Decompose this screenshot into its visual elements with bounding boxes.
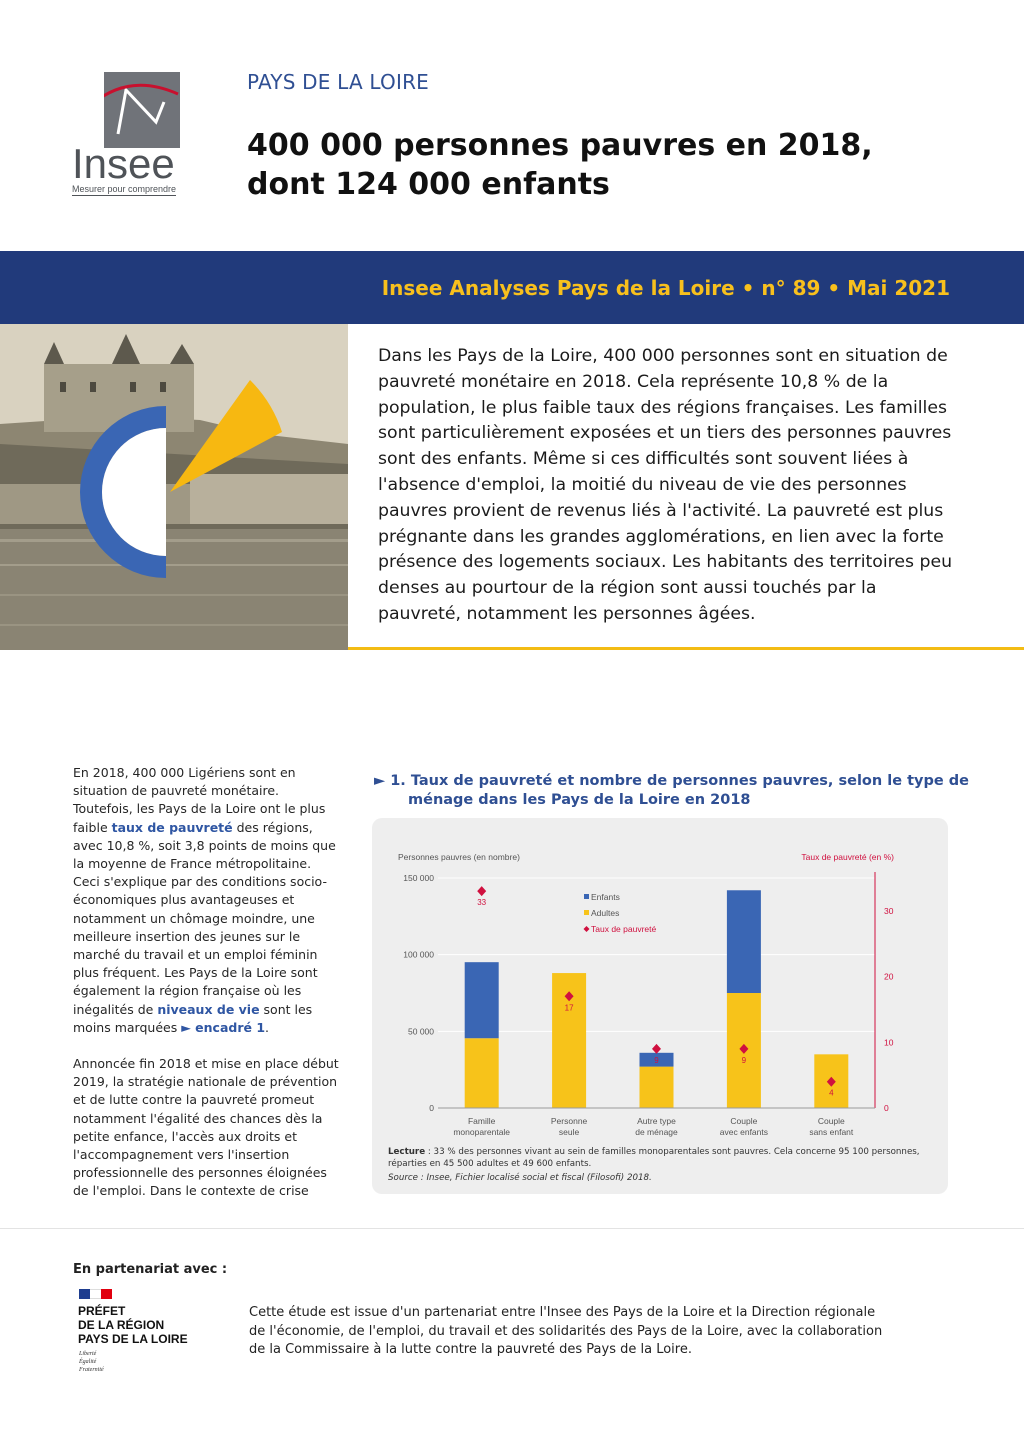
title-line-2: dont 124 000 enfants: [247, 167, 610, 202]
body-paragraph-1: [73, 764, 341, 1037]
legend-label-enfants: Enfants: [591, 892, 620, 902]
castle-photo-illustration: [0, 324, 348, 650]
right-tick-label: 0: [884, 1103, 889, 1113]
category-label: avec enfants: [719, 1127, 769, 1137]
body-text: En 2018, 400 000 Ligériens sont en situation de pauvreté monétaire. Toutefois, les Pays de la Loire ont le plus faible: [73, 765, 326, 835]
bar-adultes: [640, 1067, 674, 1108]
category-label: sans enfant: [809, 1127, 854, 1137]
publication-reference: Insee Analyses Pays de la Loire • n° 89 • Mai 2021: [381, 276, 950, 300]
lecture-text: : 33 % des personnes vivant au sein de familles monoparentales sont pauvres. Cela concerne 95 100 personnes, réparties en 45 500 adultes et 49 600 enfants.: [388, 1147, 920, 1169]
category-label: Autre type: [637, 1116, 676, 1126]
figure-source: Source : Insee, Fichier localisé social et fiscal (Filosofi) 2018.: [388, 1173, 652, 1183]
legend-label-adultes: Adultes: [591, 908, 620, 918]
legend-label-taux: Taux de pauvreté: [591, 924, 657, 934]
legend-swatch-taux: [584, 926, 590, 932]
link-niveaux-de-vie[interactable]: niveaux de vie: [157, 1001, 260, 1017]
link-taux-de-pauvrete[interactable]: taux de pauvreté: [111, 819, 233, 835]
footer-separator: [0, 1228, 1024, 1229]
partner-label: En partenariat avec :: [73, 1262, 228, 1277]
category-label: Couple: [817, 1116, 845, 1126]
region-label: PAYS DE LA LOIRE: [247, 70, 430, 94]
prefet-line-2: DE LA RÉGION: [78, 1318, 165, 1332]
body-text: des régions, avec 10,8 %, soit 3,8 points de moins que la moyenne de France métropolitaine. Ceci s'explique par des conditions socio-économiques plus avantageuses et notamment un chômage moindre, une meilleure insertion des jeunes sur le marché du travail et un emploi féminin plus fréquent. Les Pays de la Loire sont également la région française où les inégalités de: [73, 819, 336, 1017]
prefet-line-3: PAYS DE LA LOIRE: [78, 1332, 188, 1346]
republic-motto: [79, 1350, 104, 1374]
link-encadre-1[interactable]: ► encadré 1: [181, 1019, 266, 1035]
insee-logo-word: Insee: [72, 140, 175, 187]
partner-description: Cette étude est issue d'un partenariat entre l'Insee des Pays de la Loire et la Direction régionale de l'économie, de l'emploi, du travail et des solidarités des Pays de la Loire, avec la collaboration de la Commissaire à la lutte contre la pauvreté des Pays de la Loire.: [249, 1305, 883, 1357]
flag-blue: [79, 1289, 90, 1299]
poverty-chart: [372, 818, 948, 1194]
right-tick-label: 20: [884, 971, 894, 982]
left-tick-label: 0: [429, 1103, 434, 1113]
title-line-1: 400 000 personnes pauvres en 2018,: [247, 128, 873, 163]
abstract-rule: [348, 647, 1024, 650]
right-tick-label: 30: [884, 905, 894, 916]
left-axis-title: Personnes pauvres (en nombre): [398, 852, 520, 862]
bar-adultes: [465, 1038, 499, 1108]
page-title: [247, 126, 947, 204]
category-label: Famille: [467, 1116, 496, 1126]
figure-panel: [372, 818, 948, 1194]
rate-marker: [652, 1044, 661, 1054]
category-label: de ménage: [635, 1127, 678, 1137]
category-label: monoparentale: [453, 1127, 511, 1137]
rate-label: 9: [741, 1055, 747, 1065]
insee-logo-tagline: Mesurer pour comprendre: [72, 184, 177, 194]
figure-lecture: [388, 1146, 940, 1170]
left-tick-label: 100 000: [403, 949, 434, 960]
insee-logo-mark: [104, 72, 180, 148]
category-label: Personne: [550, 1116, 588, 1126]
flag-white: [90, 1289, 101, 1299]
cover-photo: [0, 324, 348, 650]
left-tick-label: 50 000: [408, 1026, 434, 1037]
abstract-text: Dans les Pays de la Loire, 400 000 personnes sont en situation de pauvreté monétaire en 2018. Cela représente 10,8 % de la population, le plus faible taux des régions françaises. Les familles sont particulièrement exposées et un tiers des personnes pauvres sont des enfants. Même si ces difficultés sont souvent liées à l'absence d'emploi, la moitié du niveau de vie des personnes pauvres provient de revenus liés à l'activité. La pauvreté est plus prégnante dans les grandes agglomérations, en lien avec la forte présence des logements sociaux. Les habitants des territoires peu denses au pourtour de la région sont aussi touchés par la pauvreté, notamment les personnes âgées.: [378, 346, 953, 624]
lecture-label: Lecture: [388, 1147, 426, 1157]
body-paragraph-2: Annoncée fin 2018 et mise en place début 2019, la stratégie nationale de prévention et de lutte contre la pauvreté promeut notamment l'égalité des chances dès la petite enfance, l'accès aux droits et l'accompagnement vers l'insertion professionnelle des personnes éloignées de l'emploi. Dans le contexte de crise: [73, 1056, 339, 1199]
motto-fraternite: Fraternité: [79, 1367, 104, 1373]
body-column: [73, 764, 341, 1219]
body-text: .: [265, 1019, 269, 1035]
body-text: sont les moins marquées: [73, 1001, 313, 1035]
motto-liberte: Liberté: [79, 1351, 97, 1357]
legend-swatch-adultes: [584, 910, 589, 915]
rate-marker: [477, 886, 486, 896]
rate-label: 33: [477, 898, 487, 908]
legend-swatch-enfants: [584, 894, 589, 899]
category-label: seule: [558, 1127, 580, 1137]
prefet-line-1: PRÉFET: [78, 1304, 126, 1318]
rate-label: 4: [829, 1088, 834, 1098]
category-label: Couple: [730, 1116, 758, 1126]
insee-logo-icon: [104, 72, 180, 148]
rate-label: 17: [564, 1003, 574, 1013]
left-tick-label: 150 000: [403, 873, 434, 883]
figure-title: ► 1. Taux de pauvreté et nombre de personnes pauvres, selon le type de ménage dans les Pays de la Loire en 2018: [374, 773, 969, 808]
bar-enfants: [465, 962, 499, 1038]
flag-red: [101, 1289, 112, 1299]
bar-enfants: [727, 890, 761, 993]
right-axis-title: Taux de pauvreté (en %): [801, 852, 894, 862]
rate-label: 9: [654, 1055, 659, 1065]
prefet-logo-text: [78, 1304, 188, 1346]
motto-egalite: Égalité: [79, 1359, 97, 1365]
right-tick-label: 10: [884, 1037, 894, 1048]
